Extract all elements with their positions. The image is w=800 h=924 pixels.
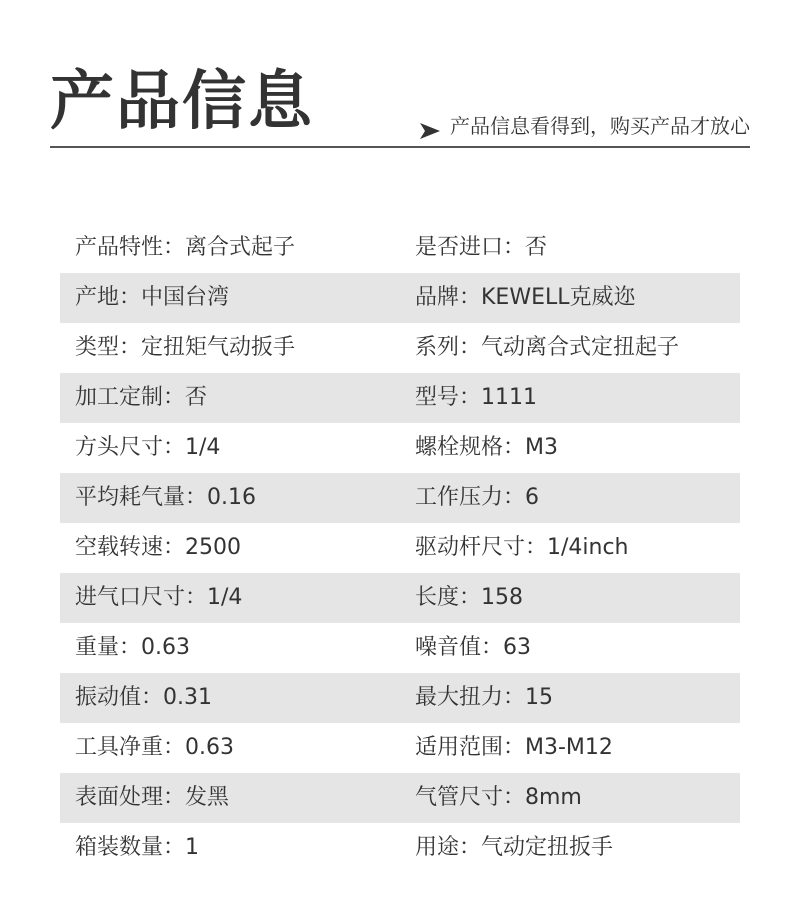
spec-cell-right: 工作压力：6 bbox=[415, 485, 539, 510]
spec-row bbox=[60, 623, 740, 673]
spec-cell-left: 加工定制：否 bbox=[75, 385, 208, 410]
spec-cell-right: 最大扭力：15 bbox=[415, 685, 553, 710]
spec-cell-left: 产地：中国台湾 bbox=[75, 285, 230, 310]
slogan bbox=[420, 112, 750, 140]
spec-row bbox=[60, 373, 740, 423]
spec-cell-left: 产品特性：离合式起子 bbox=[75, 235, 296, 260]
spec-cell-left: 振动值：0.31 bbox=[75, 685, 212, 710]
spec-cell-right: 系列：气动离合式定扭起子 bbox=[415, 335, 680, 360]
spec-row bbox=[60, 473, 740, 523]
spec-cell-right: 型号：1111 bbox=[415, 385, 537, 410]
spec-cell-left: 平均耗气量：0.16 bbox=[75, 485, 256, 510]
spec-row bbox=[60, 773, 740, 823]
header-divider bbox=[50, 146, 750, 148]
spec-row bbox=[60, 323, 740, 373]
spec-cell-left: 类型：定扭矩气动扳手 bbox=[75, 335, 296, 360]
spec-cell-right: 品牌：KEWELL克威迩 bbox=[415, 285, 636, 310]
spec-cell-right: 适用范围：M3-M12 bbox=[415, 735, 613, 760]
spec-row bbox=[60, 223, 740, 273]
spec-cell-right: 驱动杆尺寸：1/4inch bbox=[415, 535, 629, 560]
page-title: 产品信息 bbox=[50, 65, 314, 139]
spec-row bbox=[60, 723, 740, 773]
arrow-right-icon bbox=[420, 118, 440, 134]
spec-row bbox=[60, 823, 740, 873]
spec-cell-right: 螺栓规格：M3 bbox=[415, 435, 558, 460]
spec-cell-left: 箱装数量：1 bbox=[75, 835, 199, 860]
spec-cell-left: 表面处理：发黑 bbox=[75, 785, 230, 810]
spec-cell-right: 是否进口：否 bbox=[415, 235, 548, 260]
spec-cell-right: 气管尺寸：8mm bbox=[415, 785, 582, 810]
spec-row bbox=[60, 573, 740, 623]
spec-cell-left: 工具净重：0.63 bbox=[75, 735, 234, 760]
spec-cell-left: 空载转速：2500 bbox=[75, 535, 241, 560]
spec-cell-left: 进气口尺寸：1/4 bbox=[75, 585, 243, 610]
spec-row bbox=[60, 523, 740, 573]
spec-table bbox=[60, 223, 740, 873]
spec-cell-right: 噪音值：63 bbox=[415, 635, 531, 660]
spec-row bbox=[60, 423, 740, 473]
spec-row bbox=[60, 273, 740, 323]
section-header bbox=[50, 0, 750, 148]
spec-cell-right: 用途：气动定扭扳手 bbox=[415, 835, 614, 860]
spec-cell-left: 方头尺寸：1/4 bbox=[75, 435, 221, 460]
spec-row bbox=[60, 673, 740, 723]
spec-cell-left: 重量：0.63 bbox=[75, 635, 190, 660]
slogan-text: 产品信息看得到，购买产品才放心 bbox=[450, 114, 750, 138]
spec-cell-right: 长度：158 bbox=[415, 585, 523, 610]
